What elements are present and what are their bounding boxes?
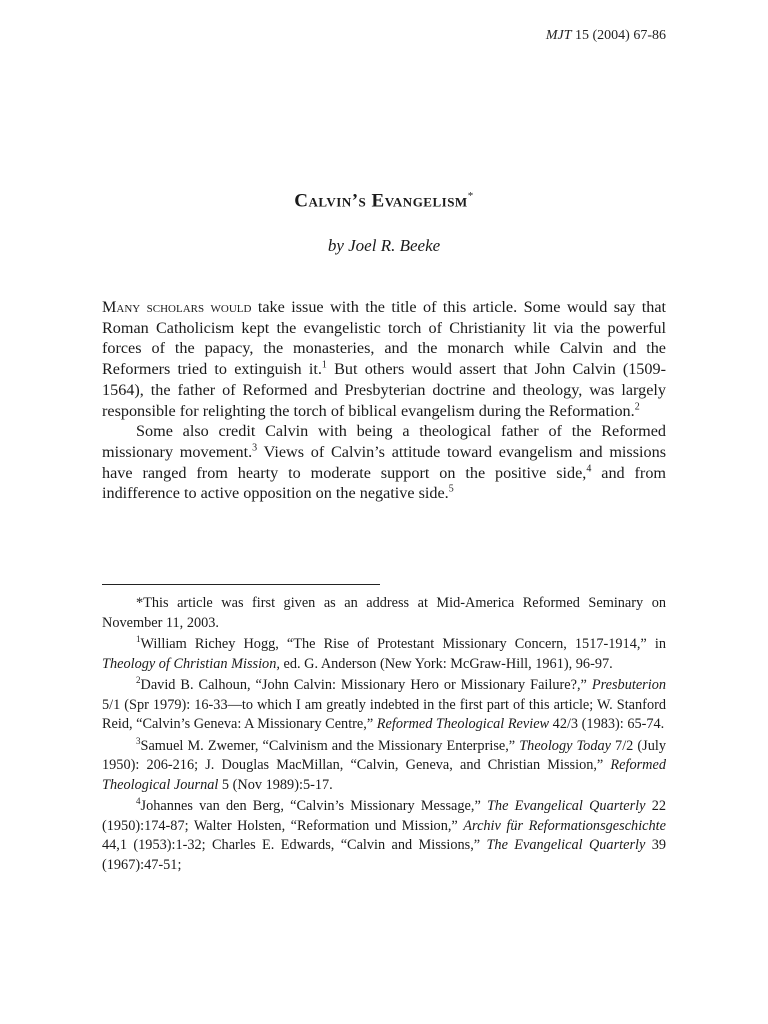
lead-in-small-caps: Many scholars would <box>102 298 252 316</box>
body-text <box>102 297 666 504</box>
footnote-1-title: Theology of Christian Mission, <box>102 655 280 672</box>
footnote-2-title-1: Presbuterion <box>591 677 666 693</box>
footnote-4-text-d: 39 (1967):47-51; <box>102 837 667 873</box>
footnote-4-number: 4 <box>136 796 141 807</box>
footnote-2-text-a: David B. Calhoun, “John Calvin: Missionary Hero or Missionary Failure?,” <box>140 677 592 693</box>
footnote-4-text-a: Johannes van den Berg, “Calvin’s Missionary Message,” <box>140 798 487 814</box>
footnote-4-title-2: Archiv für Reformationsgeschichte <box>463 817 666 834</box>
paragraph-1-text-a: take issue with the title of this article. Some would say that Roman Catholicism kept the evangelistic torch of Christianity lit via the powerful forces of the papacy, the monasteries, and the monarch while Calvin and the Reformers tried to extinguish it. <box>102 298 666 379</box>
article-title-text: Calvin’s Evangelism <box>294 190 468 212</box>
footnote-4-title-3: The Evangelical Quarterly <box>486 837 646 853</box>
title-footnote-marker: * <box>467 190 474 202</box>
footnote-star: *This article was first given as an address at Mid-America Reformed Seminary on November 11, 2003. <box>102 595 666 631</box>
footnote-4-text-b: 22 (1950):174-87; Walter Holsten, “Reformation und Mission,” <box>102 798 666 834</box>
footnote-1-number: 1 <box>136 634 141 645</box>
footnote-ref-2: 2 <box>634 401 640 413</box>
footnote-2-title-2: Reformed Theological Review <box>376 716 550 732</box>
paragraph-2 <box>102 421 666 504</box>
footnote-3-text-c: 5 (Nov 1989):5-17. <box>218 776 333 793</box>
footnote-1 <box>102 635 666 674</box>
footnote-ref-1: 1 <box>321 359 327 371</box>
footnote-1-text-a: William Richey Hogg, “The Rise of Protestant Missionary Concern, 1517-1914,” in <box>140 636 666 652</box>
journal-citation: 15 (2004) 67-86 <box>575 28 666 43</box>
footnote-ref-4: 4 <box>586 463 592 475</box>
footnote-3-title-1: Theology Today <box>519 737 611 754</box>
footnote-2-number: 2 <box>136 675 141 686</box>
paragraph-2-text-c: and from indifference to active opposition on the negative side. <box>102 463 667 503</box>
footnote-4-text-c: 44,1 (1953):1-32; Charles E. Edwards, “Calvin and Missions,” <box>102 837 487 853</box>
footnote-3-text-b: 7/2 (July 1950): 206-216; J. Douglas MacMillan, “Calvin, Geneva, and Christian Mission,” <box>102 737 667 773</box>
footnote-3 <box>102 737 666 796</box>
footnote-4 <box>102 797 666 875</box>
author-byline: by Joel R. Beeke <box>327 236 441 255</box>
footnote-2 <box>102 676 666 735</box>
footnote-2-text-b: 5/1 (Spr 1979): 16-33—to which I am greatly indebted in the first part of this article; W. Stanford Reid, “Calvin’s Geneva: A Missionary Centre,” <box>102 696 666 732</box>
footnote-3-text-a: Samuel M. Zwemer, “Calvinism and the Missionary Enterprise,” <box>140 737 520 754</box>
footnotes <box>102 594 666 877</box>
footnote-1-text-b: ed. G. Anderson (New York: McGraw-Hill, 1961), 96-97. <box>279 655 613 672</box>
article-title <box>0 190 768 212</box>
footnote-ref-5: 5 <box>448 483 454 495</box>
footnote-ref-3: 3 <box>252 442 258 454</box>
footnote-3-title-2: Reformed Theological Journal <box>102 757 666 793</box>
paragraph-1-text-b: But others would assert that John Calvin (1509-1564), the father of Reformed and Presbyterian doctrine and theology, was largely responsible for relighting the torch of biblical evangelism during the Reformation. <box>102 360 666 420</box>
footnote-separator <box>102 584 380 585</box>
footnote-4-title-1: The Evangelical Quarterly <box>486 798 646 814</box>
paragraph-1 <box>102 297 666 421</box>
paragraph-2-text-b: Views of Calvin’s attitude toward evangelism and missions have ranged from hearty to moderate support on the positive side, <box>102 442 666 482</box>
running-header <box>546 28 666 44</box>
paragraph-2-text-a: Some also credit Calvin with being a theological father of the Reformed missionary movement. <box>102 422 666 461</box>
journal-abbrev: MJT <box>545 28 572 43</box>
footnote-2-text-c: 42/3 (1983): 65-74. <box>549 716 665 732</box>
footnote-3-number: 3 <box>136 735 141 746</box>
